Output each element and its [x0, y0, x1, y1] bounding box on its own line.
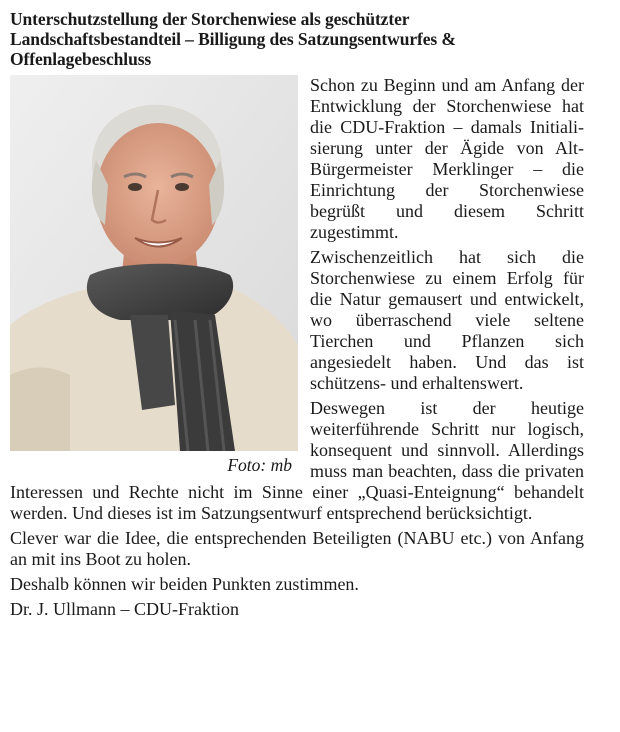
article-headline: Unterschutzstellung der Storchenwiese als geschützter Landschaftsbestandteil – Billigung des Satzungsentwurfes & Offenlagebeschluss [10, 9, 456, 69]
photo-caption: Foto: mb [227, 455, 292, 475]
photo-block [10, 75, 298, 476]
paragraph: Deshalb können wir beiden Punkten zustimmen. [10, 574, 359, 594]
author-signature: Dr. J. Ullmann – CDU-Fraktion [10, 599, 239, 619]
paragraph: Deswegen ist der heutige weiterführende Schritt nur logisch, konsequent und sinnvoll. Allerdings muss man beachten, dass die privaten Interessen und Rechte nicht im Sinne einer „Quasi-Enteignung“ behandelt werden. Und dieses ist im Satzungsentwurf entsprechend berücksichtigt. [10, 398, 584, 523]
portrait-photo [10, 75, 298, 451]
article [10, 9, 584, 624]
paragraph: Zwischenzeitlich hat sich die Storchenwiese zu einem Erfolg für die Natur gemausert und entwickelt, wo überraschend viele seltene Tierchen und Pflanzen sich angesiedelt haben. Und das ist schützens- und erhaltenswert. [310, 247, 584, 393]
paragraph: Clever war die Idee, die entsprechenden Beteiligten (NABU etc.) von Anfang an mit ins Boot zu holen. [10, 528, 584, 569]
paragraph: Schon zu Beginn und am Anfang der Entwicklung der Storchenwiese hat die CDU-Fraktion – damals Initialisierung unter der Ägide von Alt-Bürgermeister Merklinger – die Einrichtung der Storchenwiese begrüßt und diesem Schritt zugestimmt. [310, 75, 584, 242]
